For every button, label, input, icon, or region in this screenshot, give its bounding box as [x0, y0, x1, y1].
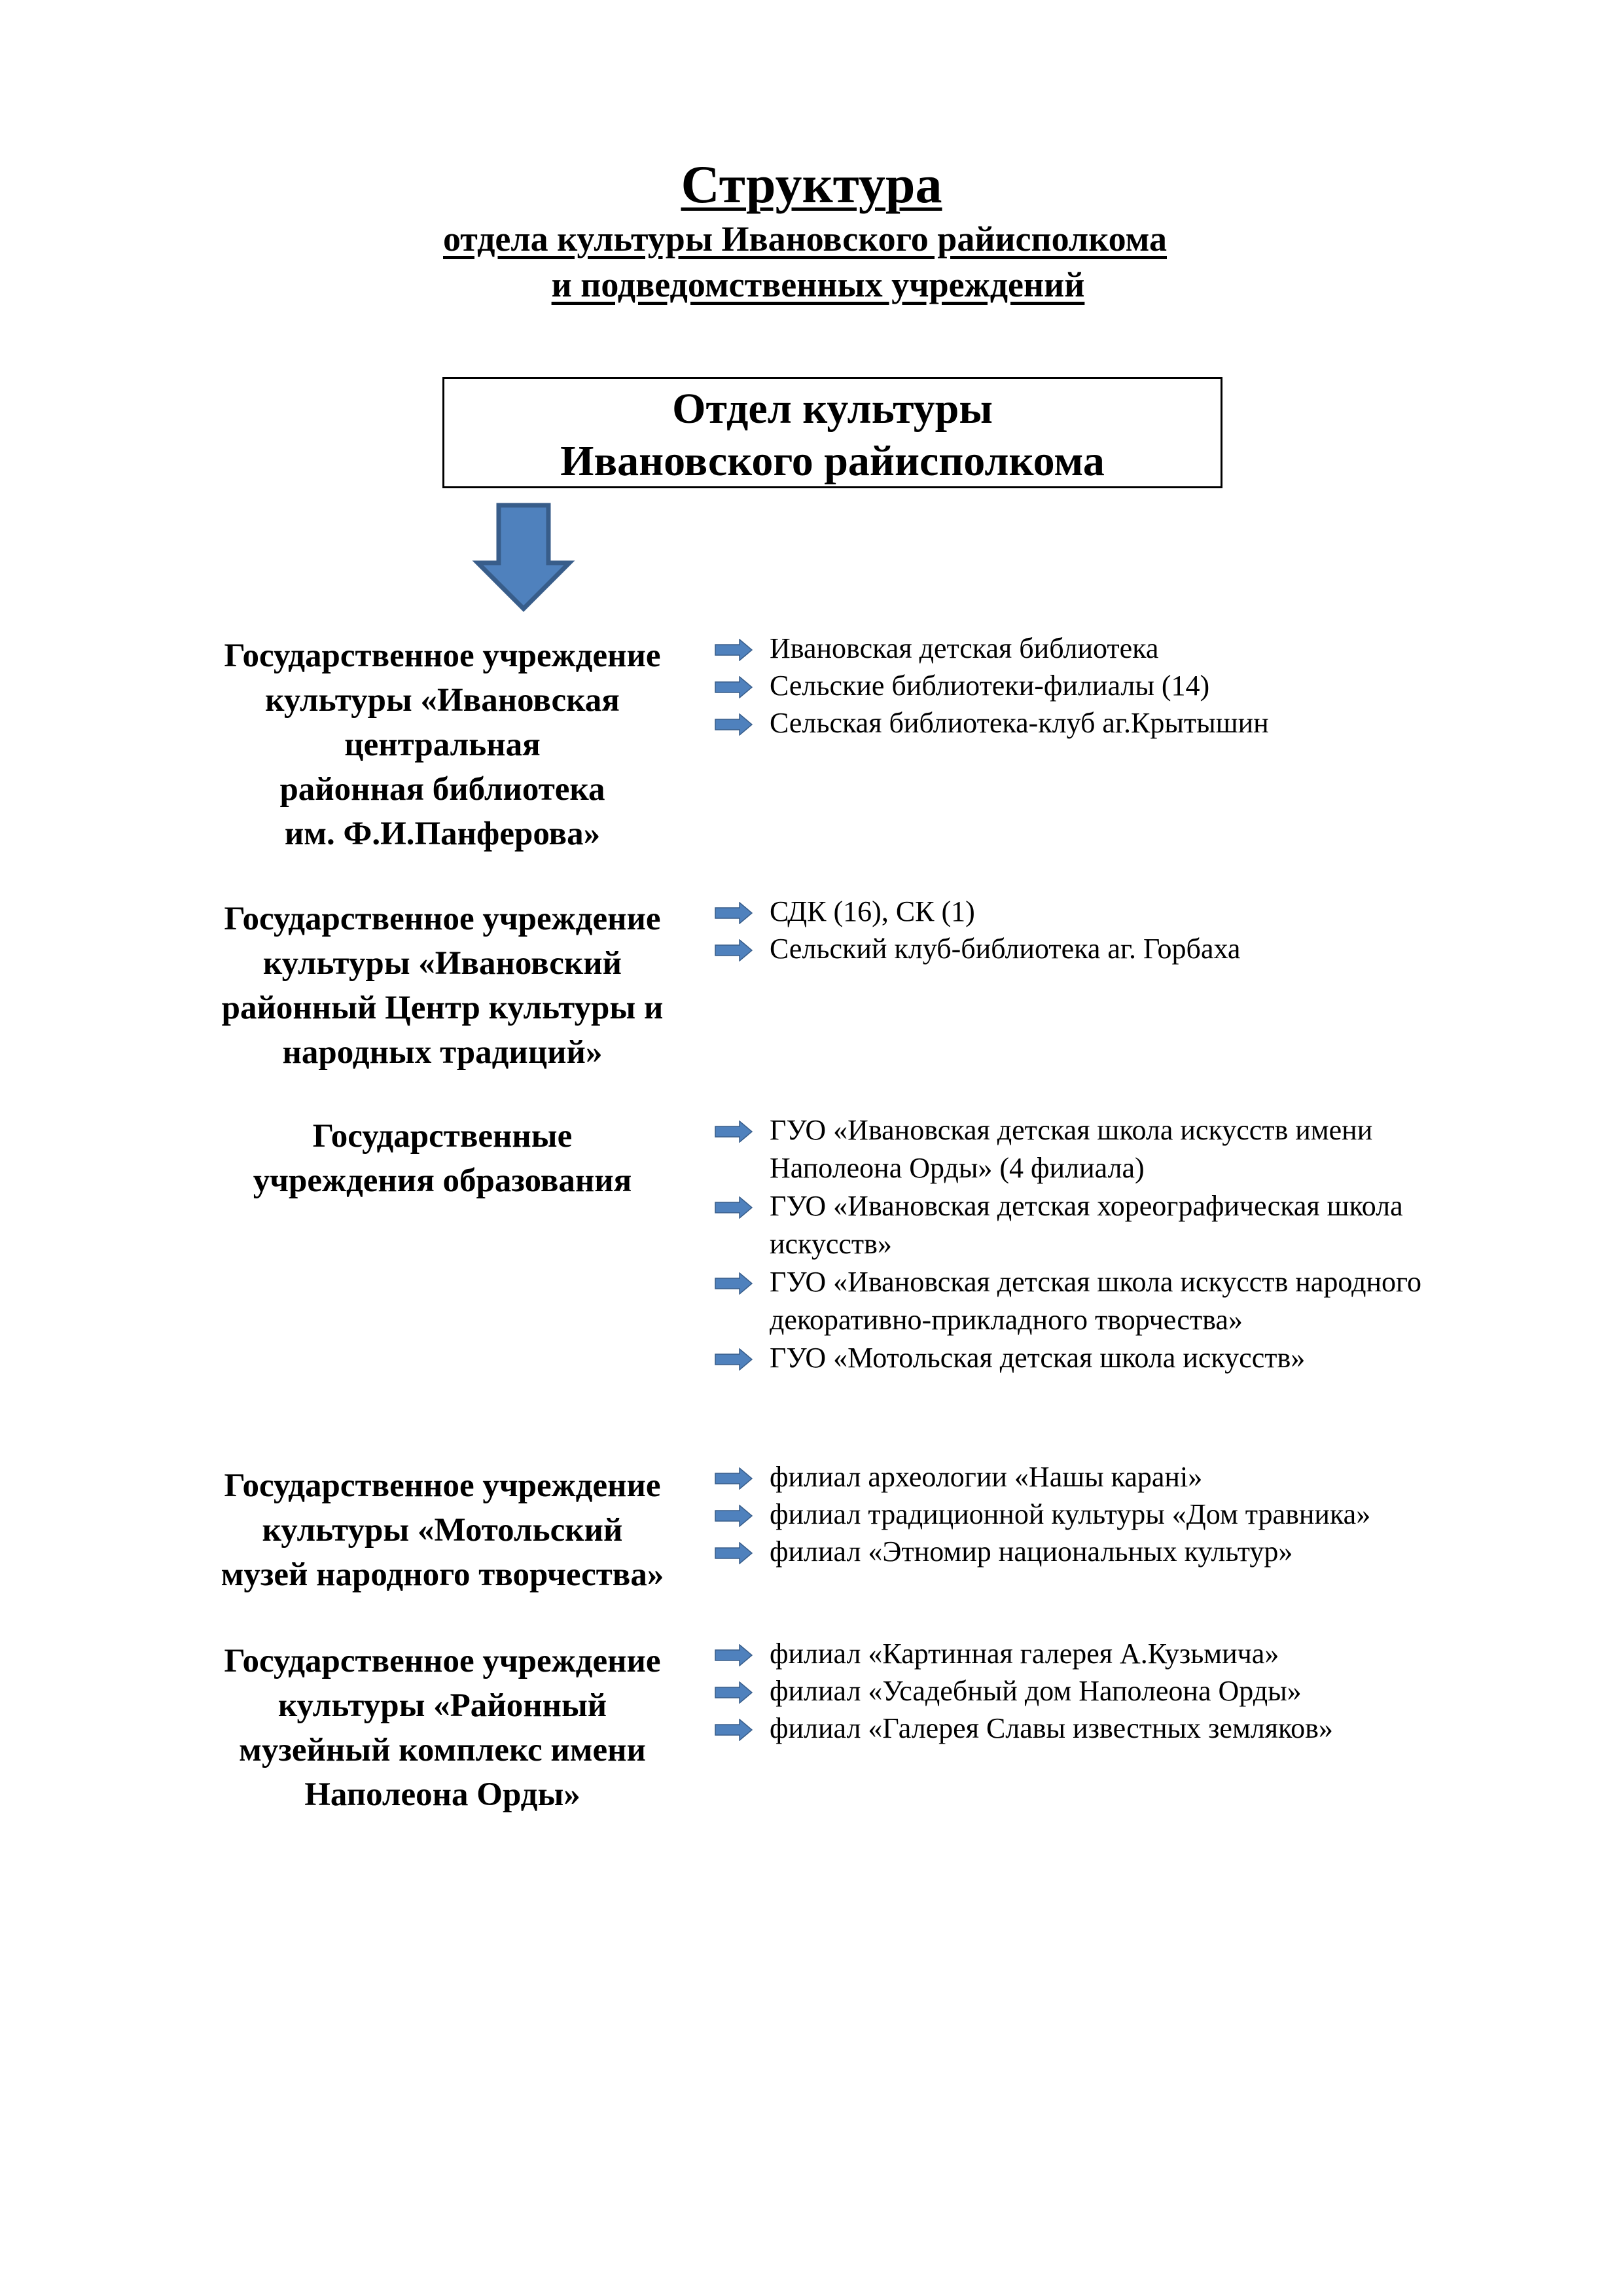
right-arrow-icon [715, 713, 753, 736]
group-title-line: культуры «Районный [277, 1687, 607, 1724]
group-title-line: им. Ф.И.Панферова» [284, 816, 601, 852]
subunit-item [715, 1635, 1565, 1672]
subunit-item [715, 1111, 1565, 1187]
group-title [181, 1463, 704, 1597]
group-subunits-list [715, 1635, 1565, 1747]
group-title-line: Государственное учреждение [224, 1643, 661, 1679]
subunit-text-line: филиал «Усадебный дом Наполеона Орды» [770, 1675, 1302, 1707]
group-title-line: учреждения образования [253, 1162, 632, 1199]
right-arrow-icon [715, 1681, 753, 1704]
group-title-line: музей народного творчества» [221, 1556, 664, 1593]
right-arrow-shape [715, 1197, 752, 1218]
subunit-text-line: Сельская библиотека-клуб аг.Крытышин [770, 707, 1269, 739]
right-arrow-shape [715, 1719, 752, 1740]
subunit-item [715, 1263, 1565, 1339]
subunit-item [715, 1496, 1565, 1533]
subunit-item [715, 930, 1565, 967]
subunit-text-line: филиал традиционной культуры «Дом травника» [770, 1498, 1371, 1530]
subunit-text-line: СДК (16), СК (1) [770, 895, 975, 927]
group-title-line: народных традиций» [282, 1034, 603, 1071]
subunit-text-line: Сельский клуб-библиотека аг. Горбаха [770, 933, 1241, 965]
subunit-text-line: филиал археологии «Нашы каранi» [770, 1461, 1203, 1493]
group-title [181, 1114, 704, 1203]
group-subunits-list [715, 1111, 1565, 1376]
right-arrow-shape [715, 1349, 752, 1370]
right-arrow-shape [715, 1468, 752, 1489]
right-arrow-shape [715, 1682, 752, 1703]
right-arrow-icon [715, 939, 753, 961]
right-arrow-icon [715, 676, 753, 698]
right-arrow-icon [715, 1467, 753, 1490]
subunit-text-line: филиал «Этномир национальных культур» [770, 1535, 1293, 1568]
subunit-text-line: ГУО «Ивановская детская школа искусств народного [770, 1266, 1421, 1298]
page-subtitle-line-1: отдела культуры Ивановского райисполкома [443, 219, 1167, 259]
subunit-text-line: ГУО «Ивановская детская хореографическая школа [770, 1190, 1403, 1222]
page-title: Структура [681, 154, 942, 214]
subunit-text-line: ГУО «Мотольская детская школа искусств» [770, 1342, 1306, 1374]
group-title-line: культуры «Ивановская [265, 682, 620, 719]
group-title-line: районный Центр культуры и [221, 990, 664, 1026]
subunit-item [715, 667, 1565, 704]
root-department-line-2: Ивановского райисполкома [560, 437, 1105, 485]
right-arrow-icon [715, 1121, 753, 1143]
right-arrow-shape [715, 1121, 752, 1142]
right-arrow-icon [715, 1272, 753, 1295]
group-title-line: музейный комплекс имени [239, 1732, 646, 1768]
right-arrow-icon [715, 639, 753, 661]
subunit-text-line: Наполеона Орды» (4 филиала) [770, 1152, 1145, 1184]
right-arrow-shape [715, 677, 752, 698]
right-arrow-shape [715, 1273, 752, 1294]
subunit-text-line: филиал «Галерея Славы известных земляков» [770, 1712, 1333, 1744]
right-arrow-icon [715, 1505, 753, 1527]
group-title-line: Государственные [312, 1118, 573, 1155]
right-arrow-shape [715, 714, 752, 735]
subunit-item [715, 1339, 1565, 1376]
subunit-text-line: Ивановская детская библиотека [770, 632, 1159, 664]
group-subunits-list [715, 1458, 1565, 1570]
subunit-item [715, 630, 1565, 667]
right-arrow-shape [715, 1645, 752, 1666]
down-arrow-shape [478, 505, 569, 609]
right-arrow-icon [715, 1719, 753, 1741]
group-title-line: Государственное учреждение [224, 1467, 661, 1504]
right-arrow-icon [715, 1644, 753, 1666]
right-arrow-shape [715, 903, 752, 924]
right-arrow-icon [715, 1542, 753, 1564]
subunit-item [715, 1710, 1565, 1747]
subunit-text-line: Сельские библиотеки-филиалы (14) [770, 670, 1210, 702]
subunit-item [715, 1672, 1565, 1710]
group-title-line: районная библиотека [279, 771, 605, 808]
root-department-line-1: Отдел культуры [672, 385, 993, 433]
subunit-item [715, 1187, 1565, 1263]
subunit-text-line: ГУО «Ивановская детская школа искусств имени [770, 1114, 1373, 1146]
group-title-line: Государственное учреждение [224, 637, 661, 674]
group-title-line: Государственное учреждение [224, 901, 661, 937]
right-arrow-icon [715, 1196, 753, 1219]
subunit-item [715, 704, 1565, 742]
page-subtitle-line-2: и подведомственных учреждений [551, 265, 1085, 304]
group-title [181, 1639, 704, 1817]
group-title-line: культуры «Мотольский [262, 1512, 623, 1549]
group-subunits-list [715, 893, 1565, 967]
right-arrow-icon [715, 902, 753, 924]
subunit-item [715, 893, 1565, 930]
group-title [181, 634, 704, 856]
group-title [181, 897, 704, 1075]
right-arrow-shape [715, 639, 752, 660]
subunit-item [715, 1533, 1565, 1570]
right-arrow-shape [715, 1543, 752, 1564]
group-title-line: культуры «Ивановский [262, 945, 622, 982]
root-department-box [442, 377, 1222, 488]
subunit-item [715, 1458, 1565, 1496]
subunit-text-line: филиал «Картинная галерея А.Кузьмича» [770, 1638, 1279, 1670]
right-arrow-icon [715, 1348, 753, 1371]
group-title-line: Наполеона Орды» [304, 1776, 580, 1813]
group-subunits-list [715, 630, 1565, 742]
right-arrow-shape [715, 1505, 752, 1526]
right-arrow-shape [715, 940, 752, 961]
subunit-text-line: декоративно-прикладного творчества» [770, 1304, 1243, 1336]
group-title-line: центральная [344, 726, 541, 763]
down-arrow-icon [471, 501, 576, 613]
subunit-text-line: искусств» [770, 1228, 892, 1260]
